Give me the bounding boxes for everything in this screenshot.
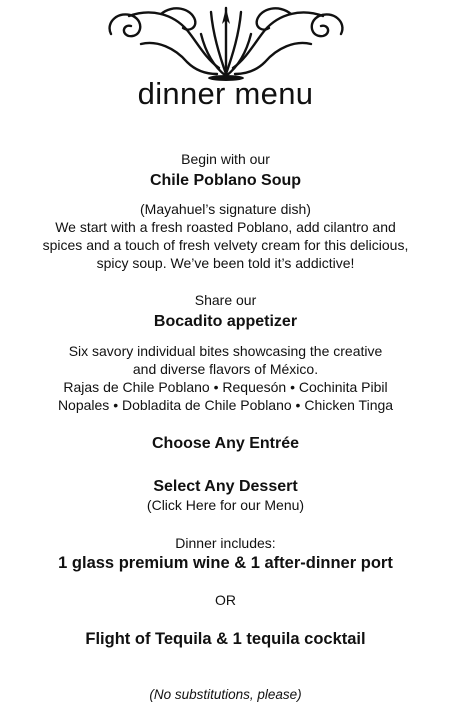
dessert-menu-link[interactable]: (Click Here for our Menu)	[146, 497, 305, 513]
soup-name: Chile Poblano Soup	[149, 172, 302, 189]
soup-description-line: We start with a fresh roasted Poblano, add cilantro and	[55, 219, 396, 235]
appetizer-list-line: Nopales • Dobladita de Chile Poblano • Chicken Tinga	[57, 397, 394, 413]
includes-intro: Dinner includes:	[175, 535, 276, 551]
includes-or-separator: OR	[215, 592, 236, 608]
soup-intro: Begin with our	[181, 151, 270, 167]
appetizer-list-line: Rajas de Chile Poblano • Requesón • Cochinita Pibil	[63, 379, 388, 395]
entree-heading: Choose Any Entrée	[152, 435, 299, 452]
appetizer-name: Bocadito appetizer	[153, 313, 298, 330]
appetizer-description-line: Six savory individual bites showcasing the creative	[68, 343, 383, 359]
dessert-heading: Select Any Dessert	[153, 478, 298, 495]
soup-description-line: spicy soup. We’ve been told it’s addictive!	[96, 255, 355, 271]
appetizer-description-line: and diverse flavors of México.	[132, 361, 319, 377]
includes-option-tequila: Flight of Tequila & 1 tequila cocktail	[85, 630, 366, 648]
menu-title: dinner menu	[137, 76, 314, 111]
appetizer-intro: Share our	[194, 292, 257, 308]
soup-description-line: spices and a touch of fresh velvety cream for this delicious,	[42, 237, 409, 253]
soup-note: (Mayahuel’s signature dish)	[140, 201, 311, 217]
includes-option-wine: 1 glass premium wine & 1 after-dinner port	[58, 554, 393, 572]
footer-note: (No substitutions, please)	[149, 687, 302, 702]
dessert-menu-link-wrapper	[0, 497, 451, 514]
